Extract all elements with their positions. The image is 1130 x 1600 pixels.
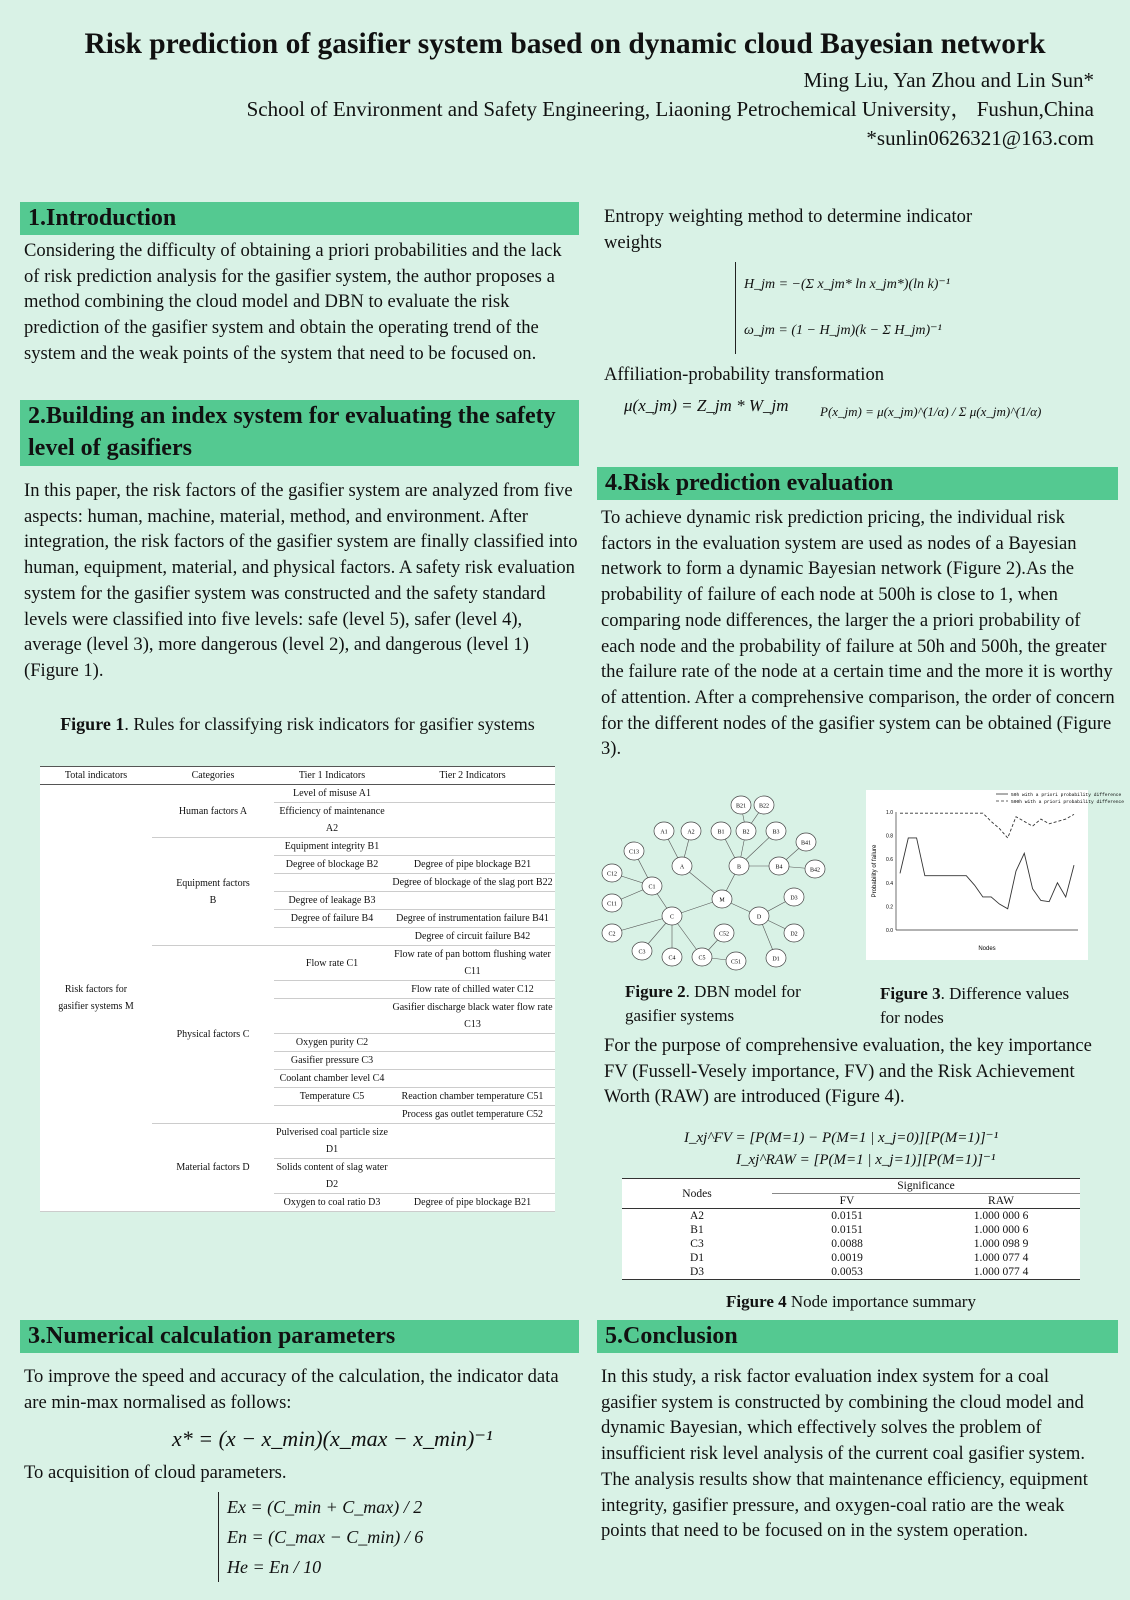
fv-cell: 0.0151: [831, 1224, 863, 1236]
normalisation-equation: x* = (x − x_min)(x_max − x_min)⁻¹: [172, 1426, 493, 1451]
entropy-h-equation: H_jm = −(Σ x_jm* ln x_jm*)(ln k)⁻¹: [744, 277, 950, 292]
category-cell: Equipment factors B: [152, 838, 274, 946]
category-cell: Material factors D: [152, 1124, 274, 1212]
dbn-node: [692, 948, 712, 966]
dbn-node-label: C3: [638, 949, 646, 956]
tier1-cell: [274, 981, 390, 999]
table-row: [622, 1223, 1080, 1237]
tier1-cell: [274, 1106, 390, 1124]
table1-header-categories: Categories: [152, 767, 274, 785]
figure4-caption: [622, 1290, 1080, 1314]
table-row: [622, 1265, 1080, 1280]
dbn-node: [726, 952, 746, 970]
tier2-cell: [390, 838, 555, 856]
he-equation: He = En / 10: [227, 1557, 322, 1577]
table-row: [622, 1251, 1080, 1265]
dbn-node: [749, 907, 769, 925]
tier2-cell: [390, 1124, 555, 1159]
y-tick-label: 0.8: [886, 833, 893, 840]
dbn-node-label: M: [719, 897, 725, 904]
dbn-node: [681, 822, 701, 840]
tier2-cell: [390, 892, 555, 910]
importance-text: For the purpose of comprehensive evaluation, the key importance FV (Fussell-Vesely importance, FV) and the Risk Achievement Worth (RAW) are introduced (Figure 4).: [604, 1035, 1092, 1108]
figure2-caption-text: . DBN model for gasifier systems: [625, 982, 801, 1025]
dbn-node: [729, 857, 749, 875]
tier1-cell: Degree of failure B4: [274, 910, 390, 928]
dbn-node: [602, 864, 622, 882]
section-heading-numerical: 3.Numerical calculation parameters: [20, 1320, 579, 1353]
tier1-cell: Oxygen purity C2: [274, 1034, 390, 1052]
tier1-cell: Solids content of slag water D2: [274, 1159, 390, 1194]
node-cell: D1: [689, 1252, 705, 1264]
legend-label: 50h with a priori probability difference: [1011, 793, 1122, 798]
dbn-node-label: C11: [607, 901, 617, 908]
dbn-node-label: B21: [735, 803, 747, 810]
raw-cell: 1.000 098 9: [973, 1238, 1029, 1250]
figure3-caption-text: . Difference values for nodes: [880, 984, 1070, 1027]
dbn-node-label: D3: [790, 895, 798, 902]
dbn-node-label: D: [756, 914, 762, 921]
tier2-cell: Degree of pipe blockage B21: [390, 1194, 555, 1212]
tier1-cell: Gasifier pressure C3: [274, 1052, 390, 1070]
dbn-node: [714, 924, 734, 942]
dbn-node: [736, 822, 756, 840]
tier2-cell: Flow rate of pan bottom flushing water C11: [390, 946, 555, 981]
conclusion-text: In this study, a risk factor evaluation index system for a coal gasifier system is constructed by combining the cloud model and dynamic Bayesian, which effectively solves the problem of insufficient risk level analysis of the current coal gasifier system. The analysis results show that maintenance efficiency, equipment integrity, gasifier pressure, and oxygen-coal ratio are the weak points that need to be focused on in the system operation.: [601, 1366, 1088, 1542]
risk-indicator-table: [40, 766, 555, 1212]
dbn-node-label: A1: [660, 829, 668, 836]
table-row: [622, 1209, 1080, 1224]
fv-equation: I_xj^FV = [P(M=1) − P(M=1 | x_j=0)][P(M=1)]⁻¹: [684, 1130, 999, 1146]
x-axis-label: Nodes: [978, 946, 996, 952]
node-cell: B1: [690, 1224, 704, 1236]
tier2-cell: Flow rate of chilled water C12: [390, 981, 555, 999]
figure3-caption: [880, 982, 1070, 1030]
mu-equation: μ(x_jm) = Z_jm * W_jm: [624, 396, 789, 415]
table4-header-raw: RAW: [922, 1194, 1080, 1209]
fv-cell: 0.0151: [831, 1210, 863, 1222]
poster-title: Risk prediction of gasifier system based on dynamic cloud Bayesian network: [84, 28, 1046, 60]
dbn-node: [662, 948, 682, 966]
dbn-node: [662, 907, 682, 925]
total-indicator-cell: Risk factors for gasifier systems M: [40, 785, 152, 1212]
tier2-cell: Process gas outlet temperature C52: [390, 1106, 555, 1124]
dbn-node-label: A2: [687, 829, 695, 836]
author-block: [247, 66, 1094, 153]
figure2-caption: [625, 980, 825, 1028]
table1-header-total: Total indicators: [40, 767, 152, 785]
dbn-node-label: C13: [628, 849, 640, 856]
email: *sunlin0626321@163.com: [866, 126, 1094, 150]
dbn-node-label: B22: [758, 803, 770, 810]
category-cell: Human factors A: [152, 785, 274, 838]
dbn-node-label: B42: [809, 867, 821, 874]
tier1-cell: Oxygen to coal ratio D3: [274, 1194, 390, 1212]
node-cell: C3: [690, 1238, 704, 1250]
affiliation-transform-text: Affiliation-probability transformation: [604, 364, 885, 385]
tier1-cell: Efficiency of maintenance A2: [274, 803, 390, 838]
dbn-node: [769, 857, 789, 875]
table1-header-tier1: Tier 1 Indicators: [274, 767, 390, 785]
tier1-cell: [274, 928, 390, 946]
dbn-node: [784, 924, 804, 942]
figure2-label: Figure 2: [625, 982, 686, 1001]
section-heading-index-system: 2.Building an index system for evaluating the safety level of gasifiers: [20, 400, 579, 466]
ex-equation: Ex = (C_min + C_max) / 2: [227, 1497, 423, 1517]
tier1-cell: Level of misuse A1: [274, 785, 390, 803]
raw-cell: 1.000 000 6: [973, 1224, 1029, 1236]
table4-header-nodes: Nodes: [622, 1179, 772, 1209]
figure4-label: Figure 4: [726, 1292, 787, 1311]
tier1-cell: Temperature C5: [274, 1088, 390, 1106]
tier1-cell: [274, 999, 390, 1034]
dbn-node: [632, 942, 652, 960]
tier2-cell: [390, 1159, 555, 1194]
fv-cell: 0.0088: [831, 1238, 863, 1250]
dbn-node-label: C51: [730, 959, 742, 966]
table-row: [622, 1237, 1080, 1251]
tier2-cell: Degree of pipe blockage B21: [390, 856, 555, 874]
dbn-node-label: C: [669, 914, 675, 921]
dbn-node: [654, 822, 674, 840]
node-cell: D3: [622, 1265, 772, 1280]
section-heading-risk-prediction: 4.Risk prediction evaluation: [597, 467, 1118, 500]
node-importance-table: [622, 1178, 1080, 1280]
tier2-cell: [390, 785, 555, 803]
en-equation: En = (C_max − C_min) / 6: [227, 1527, 424, 1547]
legend-label: 500h with a priori probability difference: [1011, 800, 1125, 805]
affiliation: School of Environment and Safety Engineering, Liaoning Petrochemical University， Fushun,China: [246, 97, 1094, 121]
entropy-text: Entropy weighting method to determine indicator weights: [604, 206, 973, 253]
tier2-cell: Degree of circuit failure B42: [390, 928, 555, 946]
dbn-node: [711, 822, 731, 840]
tier1-cell: Degree of leakage B3: [274, 892, 390, 910]
category-cell: Physical factors C: [152, 946, 274, 1124]
dbn-node: [672, 857, 692, 875]
dbn-node: [766, 822, 786, 840]
tier2-cell: [390, 1034, 555, 1052]
figure1-caption: [40, 712, 555, 736]
authors: Ming Liu, Yan Zhou and Lin Sun*: [803, 68, 1094, 92]
dbn-node-label: C4: [668, 955, 676, 962]
table4-header-fv: FV: [772, 1194, 922, 1209]
dbn-node: [602, 924, 622, 942]
dbn-node-label: B3: [772, 829, 780, 836]
y-tick-label: 0.6: [886, 857, 893, 864]
table-row: [40, 785, 555, 803]
y-tick-label: 0.4: [886, 880, 893, 887]
dbn-node-label: C1: [648, 884, 656, 891]
tier2-cell: Reaction chamber temperature C51: [390, 1088, 555, 1106]
dbn-node: [766, 949, 786, 967]
cloud-parameters-text: To acquisition of cloud parameters.: [24, 1462, 287, 1483]
tier1-cell: Equipment integrity B1: [274, 838, 390, 856]
y-axis-label: Probability of failure: [872, 844, 878, 898]
dbn-node-label: C2: [608, 931, 616, 938]
dbn-node-label: C52: [718, 931, 730, 938]
raw-cell: 1.000 077 4: [922, 1265, 1080, 1280]
dbn-node: [754, 796, 774, 814]
dbn-node: [805, 860, 825, 878]
dbn-node: [624, 842, 644, 860]
dbn-node-label: C12: [606, 871, 618, 878]
risk-prediction-text: To achieve dynamic risk prediction pricing, the individual risk factors in the evaluation system are used as nodes of a Bayesian network to form a dynamic Bayesian network (Figure 2).As the probability of failure of each node at 500h is close to 1, when comparing node differences, the larger the a priori probability of each node and the probability of failure at 50h and 500h, the greater the failure rate of the node at a certain time and the more it is worthy of attention. After a comprehensive comparison, the order of concern for the different nodes of the gasifier system can be obtained (Figure 3).: [601, 507, 1115, 760]
raw-equation: I_xj^RAW = [P(M=1 | x_j=1)][P(M=1)]⁻¹: [736, 1152, 996, 1168]
cloud-equations: [218, 1492, 423, 1582]
fv-cell: 0.0053: [772, 1265, 922, 1280]
section-heading-introduction: 1.Introduction: [20, 202, 579, 235]
dbn-node-label: B4: [775, 864, 783, 871]
dbn-node-label: D2: [790, 931, 798, 938]
tier1-cell: Flow rate C1: [274, 946, 390, 981]
dbn-node: [731, 796, 751, 814]
tier2-cell: [390, 803, 555, 838]
table4-header-significance: Significance: [772, 1179, 1080, 1194]
y-tick-label: 1.0: [886, 810, 893, 816]
weight-equation: ω_jm = (1 − H_jm)(k − Σ H_jm)⁻¹: [744, 323, 942, 338]
dbn-node-label: D1: [772, 956, 780, 963]
dbn-node-label: C5: [698, 955, 706, 962]
figure1-caption-text: . Rules for classifying risk indicators for gasifier systems: [124, 714, 535, 734]
dbn-node: [642, 877, 662, 895]
probability-equation: P(x_jm) = μ(x_jm)^(1/α) / Σ μ(x_jm)^(1/α): [820, 404, 1042, 419]
index-system-text: In this paper, the risk factors of the gasifier system are analyzed from five aspects: human, machine, material, method, and environment. After integration, the risk factors of the gasifier system are finally classified into human, equipment, material, and physical factors. A safety risk evaluation system for the gasifier system was constructed and the safety standard levels were classified into five levels: safe (level 5), safer (level 4), average (level 3), more dangerous (level 2), and dangerous (level 1) (Figure 1).: [24, 480, 578, 681]
tier1-cell: [274, 874, 390, 892]
tier1-cell: Coolant chamber level C4: [274, 1070, 390, 1088]
dbn-node: [712, 890, 732, 908]
dbn-node-label: B1: [717, 829, 725, 836]
raw-cell: 1.000 000 6: [973, 1210, 1029, 1222]
table1-header-tier2: Tier 2 Indicators: [390, 767, 555, 785]
dbn-node: [602, 894, 622, 912]
introduction-text: Considering the difficulty of obtaining a priori probabilities and the lack of risk prediction analysis for the gasifier system, the author proposes a method combining the cloud model and DBN to evaluate the risk prediction of the gasifier system and obtain the operating trend of the system and the weak points of the system that need to be focused on.: [24, 240, 562, 364]
dbn-node-label: B2: [742, 829, 750, 836]
node-cell: A2: [689, 1210, 705, 1222]
dbn-node: [796, 833, 816, 851]
dbn-node-label: B: [736, 864, 742, 871]
dbn-node-label: A: [679, 864, 685, 871]
dbn-node: [784, 888, 804, 906]
tier2-cell: Degree of blockage of the slag port B22: [390, 874, 555, 892]
tier2-cell: [390, 1052, 555, 1070]
fv-cell: 0.0019: [831, 1252, 863, 1264]
figure3-label: Figure 3: [880, 984, 941, 1003]
node-difference-chart: [866, 790, 1125, 960]
dbn-model-diagram: [595, 790, 845, 980]
dbn-node-label: B41: [800, 840, 812, 847]
tier1-cell: Degree of blockage B2: [274, 856, 390, 874]
entropy-equations: [735, 262, 950, 354]
tier2-cell: Degree of instrumentation failure B41: [390, 910, 555, 928]
numerical-text: To improve the speed and accuracy of the calculation, the indicator data are min-max normalised as follows:: [24, 1366, 559, 1413]
raw-cell: 1.000 077 4: [973, 1252, 1029, 1264]
figure4-caption-text: Node importance summary: [786, 1292, 976, 1311]
chart-background: [866, 790, 1088, 960]
tier2-cell: Gasifier discharge black water flow rate C13: [390, 999, 555, 1034]
y-tick-label: 0.0: [886, 928, 893, 934]
y-tick-label: 0.2: [886, 904, 893, 911]
tier1-cell: Pulverised coal particle size D1: [274, 1124, 390, 1159]
tier2-cell: [390, 1070, 555, 1088]
figure1-label: Figure 1: [60, 714, 125, 734]
section-heading-conclusion: 5.Conclusion: [597, 1320, 1118, 1353]
